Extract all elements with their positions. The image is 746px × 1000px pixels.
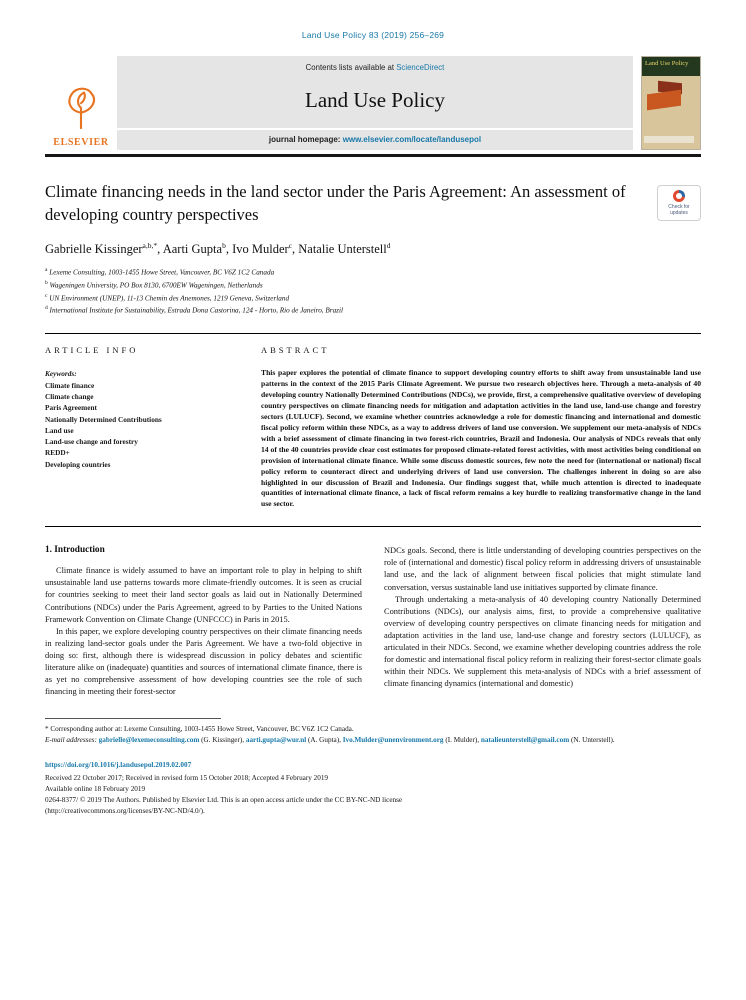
email-link[interactable]: aarti.gupta@wur.nl — [245, 736, 307, 745]
email-link[interactable]: natalieunterstell@gmail.com — [480, 736, 570, 745]
body-paragraph: In this paper, we explore developing country perspectives on their climate financing needs in realizing land-sector goals under the Paris Agreement. We have a two-fold objective in doing so: first, although there is widespread discussion in policy debates and scientific literature alike on (inadequate) quantities and sources of international climate finance, there is as yet no comprehensive assessment of how developing countries see the role of such financing in meeting their forest-sector — [45, 626, 362, 697]
email-owner: (A. Gupta), — [306, 736, 343, 745]
homepage-label: journal homepage: — [268, 135, 341, 144]
author-sup: a,b,* — [142, 240, 158, 250]
abstract-column — [261, 345, 701, 510]
email-owner: (G. Kissinger), — [199, 736, 246, 745]
elsevier-logo-text: ELSEVIER — [53, 137, 109, 148]
article-info-column — [45, 345, 235, 510]
check-updates-badge[interactable] — [657, 185, 701, 221]
author-sup: b — [222, 240, 226, 250]
body-paragraph: Through undertaking a meta-analysis of 40 developing country Nationally Determined Contributions (NDCs), our analysis aims, first, to provide a comprehensive qualitative overview of developing country perspectives on climate financing needs for mitigation and adaptation activities in the land use, land-use change and forestry sectors (LULUCF), as articulated in their NDCs. Second, we examine whether developing countries address the role for domestic and international fiscal policy reform in realizing their forest-sector climate goals within their NDCs. We supplement this meta-analysis of NDCs with a brief assessment of climate financing dynamics (international and domestic) — [384, 594, 701, 689]
journal-citation: Land Use Policy 83 (2019) 256–269 — [301, 30, 445, 40]
abstract-heading: ABSTRACT — [261, 345, 330, 356]
email-link[interactable]: Ivo.Mulder@unenvironment.org — [342, 736, 444, 745]
elsevier-logo[interactable] — [45, 56, 117, 150]
author-sup: c — [288, 240, 292, 250]
article-history: Received 22 October 2017; Received in revised form 15 October 2018; Accepted 4 February 2019 — [45, 773, 329, 782]
title-row — [45, 181, 701, 227]
homepage-line — [117, 128, 633, 150]
keyword-item: Nationally Determined Contributions — [45, 414, 162, 424]
body-paragraph: Climate finance is widely assumed to have an important role to play in helping to shift unsustainable land use patterns towards more climate-friendly outcomes. It is seen as crucial for countries seeking to meet their land sector goals as laid out in Nationally Determined Contributions (NDCs) under the Paris Agreement, agreed to by Parties to the United Nations Framework Convention on Climate Change (UNFCCC) in Paris in 2015. — [45, 566, 362, 624]
email-owner: (N. Unterstell). — [569, 736, 615, 745]
article-title: Climate financing needs in the land sector under the Paris Agreement: An assessment of developing country perspectives — [45, 182, 626, 224]
author-separator: , — [292, 241, 299, 256]
elsevier-tree-icon — [61, 84, 101, 135]
email-link[interactable]: gabrielle@lexemeconsulting.com — [98, 736, 200, 745]
footnote-rule — [45, 718, 221, 719]
contents-prefix: Contents lists available at — [305, 63, 395, 72]
available-online: Available online 18 February 2019 — [45, 784, 146, 793]
keyword-item: Paris Agreement — [45, 403, 97, 413]
contents-line — [306, 63, 445, 72]
keyword-item: Developing countries — [45, 459, 111, 469]
affiliations — [45, 266, 701, 318]
cover-art-shape — [647, 89, 681, 110]
keyword-item: Land use — [45, 425, 74, 435]
header-rule — [45, 154, 701, 157]
check-updates-label: Check for updates — [668, 203, 690, 216]
cover-title: Land Use Policy — [642, 57, 700, 76]
journal-cover-thumbnail[interactable] — [641, 56, 701, 150]
journal-title: Land Use Policy — [305, 87, 445, 112]
affiliation-line: $^d$ International Institute for Sustainability, Estrada Dona Castorina, 124 - Horto, Rio de Janeiro, Brazil — [45, 305, 343, 315]
article-info-heading: ARTICLE INFO — [45, 345, 139, 356]
author-name: Aarti Gupta — [162, 241, 223, 256]
corresponding-author-note: * Corresponding author at: Lexeme Consulting, 1003-1455 Howe Street, Vancouver, BC V6Z 1C2 Canada. — [45, 725, 354, 734]
footnote-block — [45, 718, 701, 746]
keyword-item: Land-use change and forestry — [45, 437, 138, 447]
journal-header-box — [117, 56, 633, 150]
keyword-item: Climate change — [45, 391, 94, 401]
keyword-item: Climate finance — [45, 380, 95, 390]
body-columns — [45, 545, 701, 698]
journal-header — [45, 56, 701, 150]
license-url: (http://creativecommons.org/licenses/BY-NC-ND/4.0/). — [45, 807, 205, 816]
author-name: Natalie Unterstell — [298, 241, 387, 256]
affiliation-line: $^a$ Lexeme Consulting, 1003-1455 Howe Street, Vancouver, BC V6Z 1C2 Canada — [45, 266, 275, 277]
homepage-link[interactable]: www.elsevier.com/locate/landusepol — [342, 135, 482, 144]
imprint-block — [45, 760, 701, 818]
check-updates-icon — [673, 190, 685, 202]
author-name: Ivo Mulder — [232, 241, 289, 256]
email-owner: (I. Mulder), — [443, 736, 481, 745]
author-separator: , — [225, 241, 233, 256]
affiliation-line: $^c$ UN Environment (UNEP), 11-13 Chemin des Anemones, 1219 Geneva, Switzerland — [45, 292, 290, 302]
body-column-left — [45, 545, 362, 698]
body-paragraph: NDCs goals. Second, there is little understanding of developing countries perspectives on the role of (international and domestic) fiscal policy reform in addressing drivers of unsustainable land use, and the lack of alignment between fiscal policies that might stimulate land conversation, versus sustainable land use initiatives supported by climate finance. — [384, 546, 701, 592]
authors-line — [45, 241, 701, 257]
keywords-label: Keywords: — [45, 369, 77, 379]
abstract-text: This paper explores the potential of climate finance to support developing country efforts to shift away from unsustainable land use patterns in the context of the 2015 Paris Climate Agreement. We pursue two research objectives here. Through a meta-analysis of 40 developing country Nationally Determined Contributions (NDCs), we provide, first, a comprehensive qualitative overview of developing country perspectives on climate financing needs for mitigation and adaptation activities in the land use, land-use change and forestry sectors (LULUCF). Second, we examine whether countries acknowledge a role for domestic financing and international and domestic fiscal policy reform within these NDCs, as a way to address drivers of land use conversion. We supplement our meta-analysis of NDCs with a brief assessment of climate financing in two forest-rich countries, Brazil and Indonesia. Our analysis of NDCs reveals that only 14 of the 40 countries provide clear cost estimates for proposed climate-related forest activities, with most activities being conditional on provision of international climate finance. While some discuss domestic sources, few note the need for (international or national) fiscal policy reform to counteract direct and underlying drivers of land use conversion. The challenges inherent in doing so are also highlighted in our discussion of Brazil and Indonesia. Our findings suggest that, while much attention is directed to inadequate quantities of international climate finance, a lack of fiscal reform remains a key hurdle to realizing transformative change in the land use sector. — [261, 368, 701, 509]
copyright-line: 0264-8377/ © 2019 The Authors. Published by Elsevier Ltd. This is an open access article under the CC BY-NC-ND license — [45, 796, 403, 805]
body-column-right — [384, 545, 701, 698]
affiliation-line: $^b$ Wageningen University, PO Box 8130, 6700EW Wageningen, Netherlands — [45, 279, 263, 289]
doi-link[interactable]: https://doi.org/10.1016/j.landusepol.2019.02.007 — [45, 760, 192, 769]
author-sup: d — [386, 240, 391, 250]
emails-label: E-mail addresses: — [45, 736, 97, 745]
section-heading: 1. Introduction — [45, 545, 105, 556]
author-separator: , — [157, 241, 163, 256]
cover-art-shape — [644, 136, 694, 143]
email-addresses-line — [45, 735, 701, 746]
keyword-item: REDD+ — [45, 448, 70, 458]
cover-art — [642, 76, 700, 149]
sciencedirect-link[interactable]: ScienceDirect — [396, 63, 445, 72]
author-name: Gabrielle Kissinger — [45, 241, 143, 256]
article-info-section — [45, 333, 701, 527]
